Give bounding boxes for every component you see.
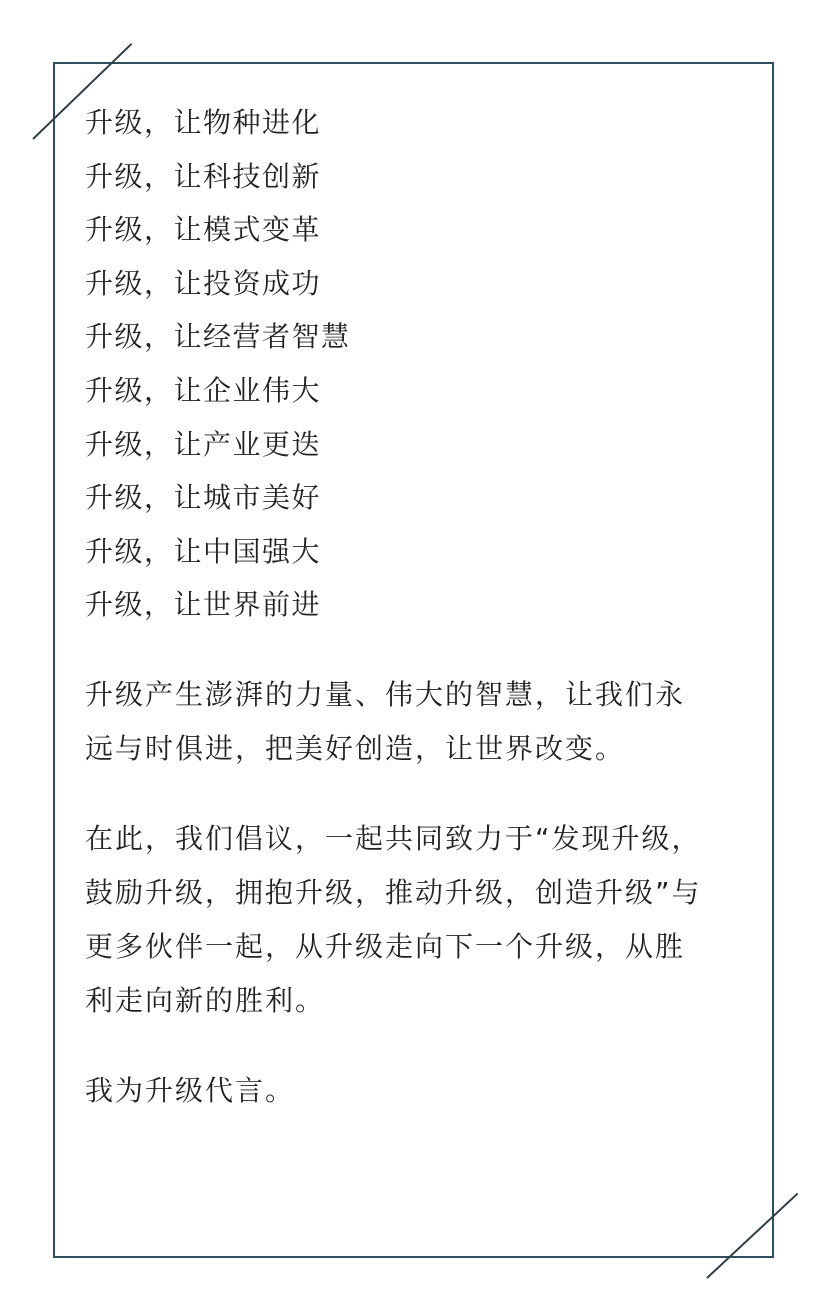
- poem-line: 升级，让产业更迭: [85, 427, 322, 461]
- paragraph-line: 远与时俱进，把美好创造，让世界改变。: [85, 731, 626, 765]
- paragraph-line: 升级产生澎湃的力量、伟大的智慧，让我们永: [85, 677, 686, 711]
- closing-statement: 我为升级代言。: [85, 1073, 296, 1107]
- paragraph-line: 利走向新的胜利。: [85, 983, 326, 1017]
- poem-line: 升级，让企业伟大: [85, 373, 322, 407]
- paragraph-line: 鼓励升级，拥抱升级，推动升级，创造升级”与: [85, 875, 702, 909]
- poem-line: 升级，让物种进化: [85, 106, 322, 139]
- paragraph-line: 在此，我们倡议，一起共同致力于“发现升级，: [85, 821, 702, 855]
- paragraph-line: 更多伙伴一起，从升级走向下一个升级，从胜: [85, 929, 686, 963]
- poem-line: 升级，让经营者智慧: [85, 320, 351, 354]
- poem-line: 升级，让中国强大: [85, 534, 322, 568]
- poem-line: 升级，让世界前进: [85, 588, 322, 622]
- poem-line: 升级，让投资成功: [85, 266, 322, 300]
- paragraph-vision: [85, 668, 755, 776]
- poem-line: 升级，让科技创新: [85, 159, 322, 193]
- document-body: [85, 96, 755, 1118]
- poem-line: 升级，让模式变革: [85, 213, 322, 247]
- paragraph-initiative: [85, 812, 755, 1028]
- poem-line: 升级，让城市美好: [85, 481, 322, 515]
- poem-list: [85, 96, 755, 632]
